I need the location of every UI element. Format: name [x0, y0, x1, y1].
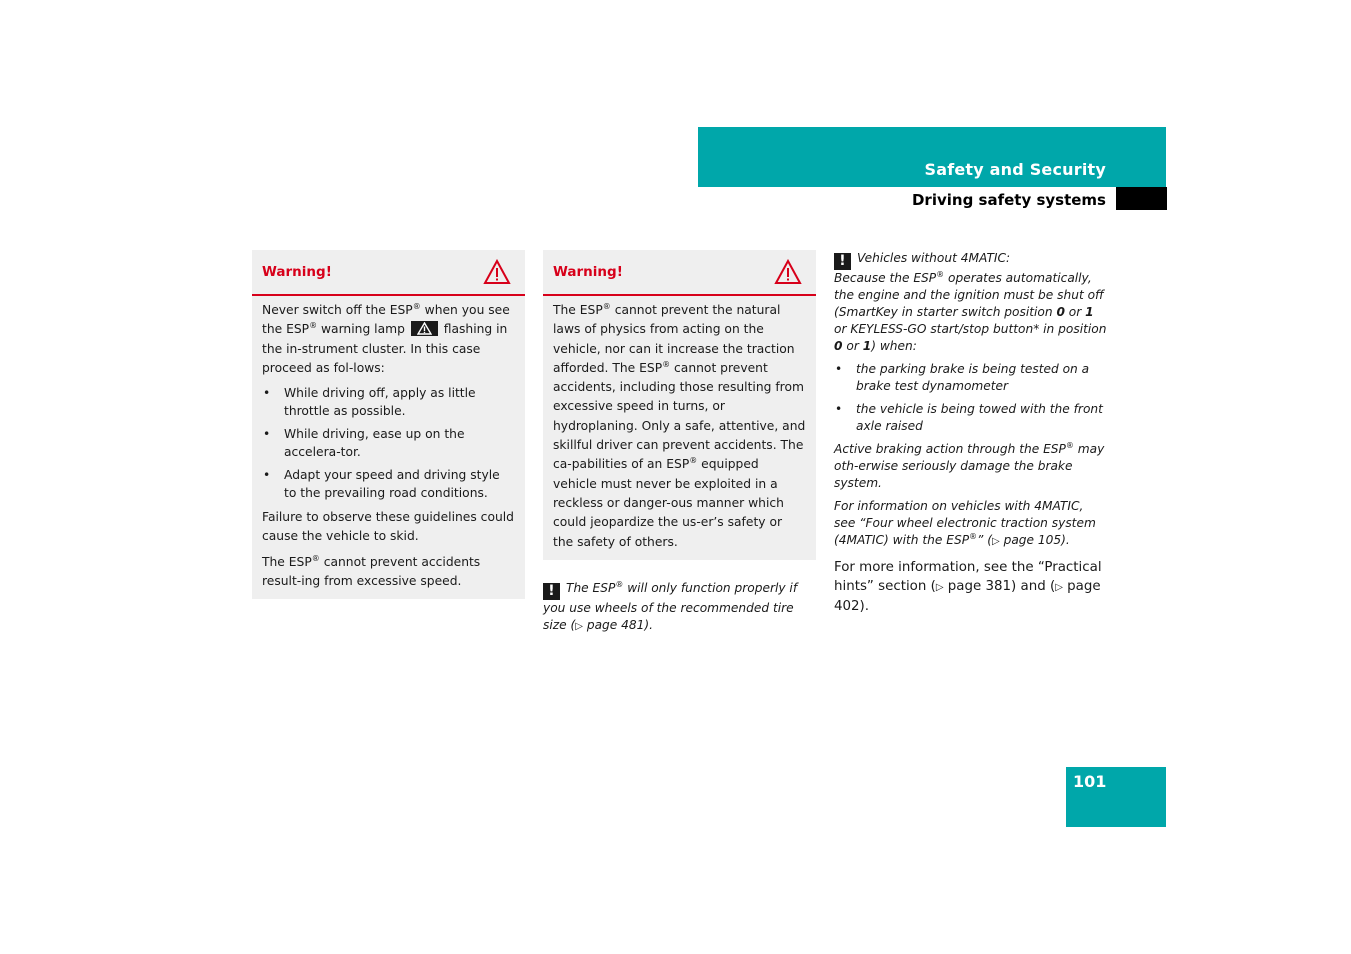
warning-bullet-list	[262, 384, 515, 502]
list-item: • While driving, ease up on the accelera-tor.	[262, 425, 515, 461]
list-item: • the vehicle is being towed with the front axle raised	[834, 401, 1108, 435]
section-tab-marker	[1116, 187, 1167, 210]
warning-paragraph: The ESP® cannot prevent the natural laws of physics from acting on the vehicle, nor can it increase the traction afforded. The ESP® cannot prevent accidents, including those resulting from excessive speed in turns, or hydroplaning. Only a safe, attentive, and skillful driver can prevent accidents. The ca-pabilities of an ESP® equipped vehicle must never be exploited in a reckless or danger-ous manner which could jeopardize the us-er’s safety or the safety of others.	[553, 301, 806, 549]
warning-box-esp-physics	[543, 250, 816, 560]
column-2	[543, 250, 816, 641]
column-3	[834, 250, 1108, 616]
warning-body	[252, 296, 525, 599]
tire-size-note: ! The ESP® will only function properly if you use wheels of the recommended tire size (▷ page 481).	[543, 579, 798, 632]
notice-exclamation-icon: !	[834, 253, 851, 270]
page-reference-arrow-icon: ▷	[935, 582, 944, 593]
list-item: • Adapt your speed and driving style to the prevailing road conditions.	[262, 466, 515, 502]
chapter-title: Safety and Security	[924, 160, 1106, 179]
section-title: Driving safety systems	[911, 191, 1106, 209]
warning-header	[543, 250, 816, 296]
note-title: Vehicles without 4MATIC:	[857, 251, 1011, 265]
warning-box-esp-lamp	[252, 250, 525, 599]
notice-exclamation-icon: !	[543, 583, 560, 600]
warning-body	[543, 296, 816, 560]
page-reference-arrow-icon: ▷	[992, 536, 1000, 547]
warning-title: Warning!	[262, 264, 332, 280]
page-reference-arrow-icon: ▷	[575, 620, 583, 632]
warning-header	[252, 250, 525, 296]
warning-paragraph: Never switch off the ESP® when you see the ESP® warning lamp flashing in the in-strument cluster. In this case proceed as fol-lows:	[262, 301, 510, 375]
vehicles-without-4matic-note: ! Vehicles without 4MATIC: Because the ESP® operates automatically, the engine and the ignition must be shut off (SmartKey in starter switch position 0 or 1 or KEYLESS-GO start/stop button* in position 0 or 1) when: • the parking brake is being tested on a brake test dynamometer • the vehicle is being towed with the front axle raised Active braking action through the ESP® may oth-erwise seriously damage the brake system. For information on vehicles with 4MATIC, see “Four wheel electronic traction system (4MATIC) with the ESP®” (▷ page 105).	[834, 250, 1108, 550]
warning-paragraph: The ESP® cannot prevent accidents result-ing from excessive speed.	[262, 553, 481, 589]
list-item: • the parking brake is being tested on a brake test dynamometer	[834, 361, 1108, 395]
note-bullet-list	[834, 361, 1108, 435]
page-number-box	[1066, 767, 1166, 827]
list-item: • While driving off, apply as little throttle as possible.	[262, 384, 515, 420]
warning-triangle-icon	[774, 259, 802, 285]
warning-title: Warning!	[553, 264, 623, 280]
page-reference-arrow-icon: ▷	[1055, 582, 1063, 593]
more-information-paragraph: For more information, see the “Practical hints” section (▷ page 381) and (▷ page 402).	[834, 560, 1102, 614]
chapter-header-band	[698, 127, 1166, 187]
warning-triangle-icon	[483, 259, 511, 285]
esp-warning-lamp-icon	[411, 321, 438, 336]
page-number: 101	[1073, 772, 1107, 791]
warning-paragraph: Failure to observe these guidelines could cause the vehicle to skid.	[262, 510, 514, 544]
